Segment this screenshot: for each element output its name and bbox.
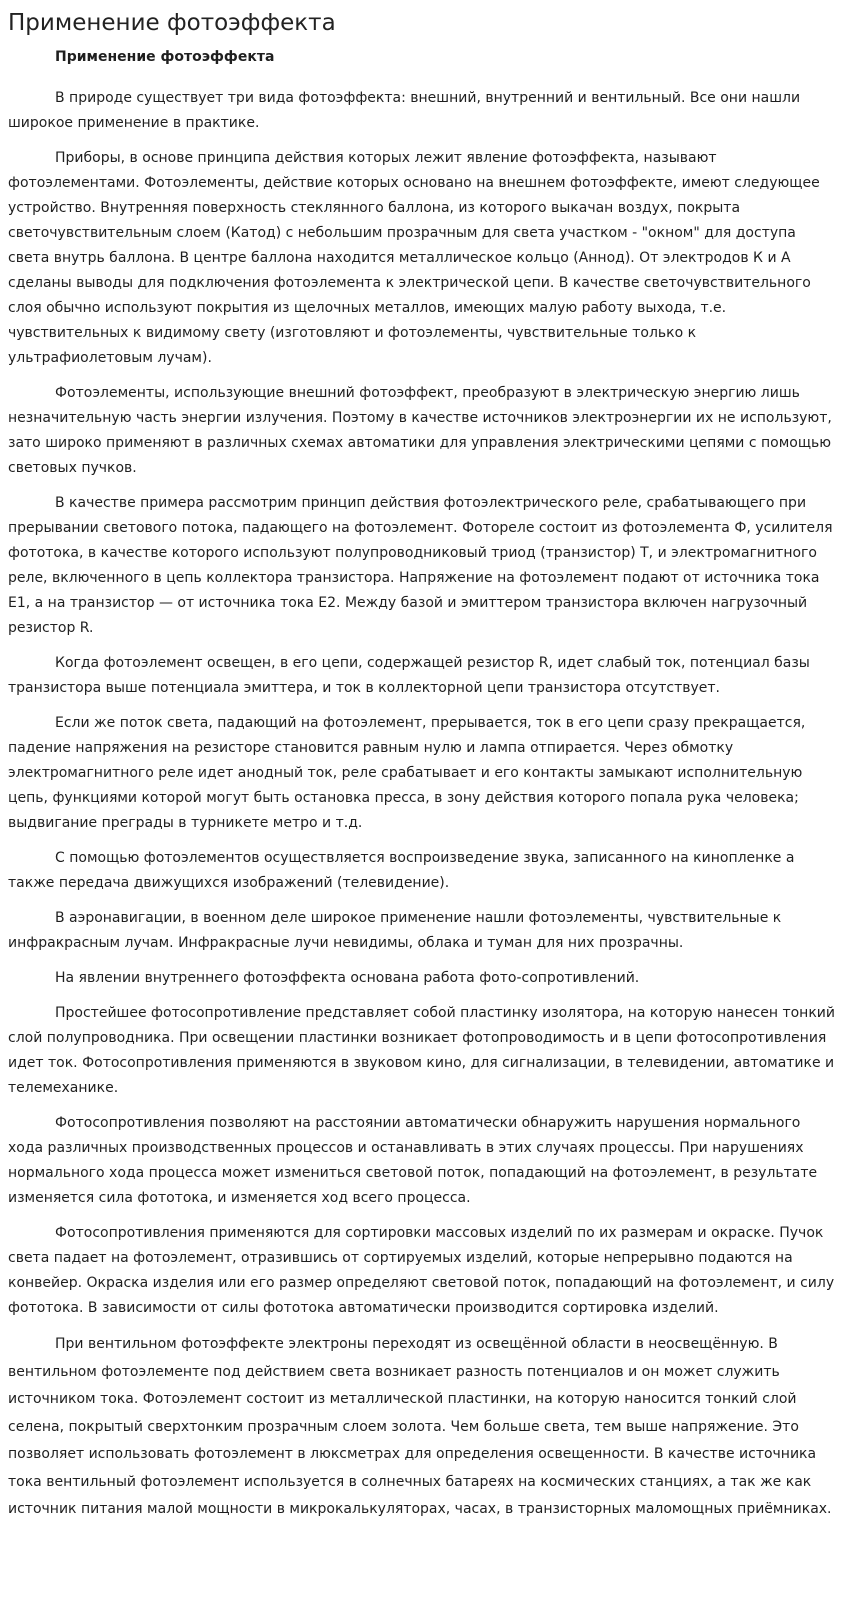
- section-heading: Применение фотоэффекта: [55, 49, 275, 65]
- paragraph-5: Когда фотоэлемент освещен, в его цепи, содержащей резистор R, идет слабый ток, потенциал базы транзистора выше потенциала эмиттера, и ток в коллекторной цепи транзистора отсутствует.: [8, 655, 810, 696]
- paragraph-11: Фотосопротивления позволяют на расстоянии автоматически обнаружить нарушения нормального хода различных производственных процессов и останавливать в этих случаях процессы. При нарушениях нормального хода процесса может измениться световой поток, попадающий на фотоэлемент, в результате изменяется сила фототока, и изменяется ход всего процесса.: [8, 1115, 818, 1206]
- paragraph-13: При вентильном фотоэффекте электроны переходят из освещённой области в неосвещённую. В вентильном фотоэлементе под действием света возникает разность потенциалов и он может служить источником тока. Фотоэлемент состоит из металлической пластинки, на которую наносится тонкий слой селена, покрытый сверхтонким прозрачным слоем золота. Чем больше света, тем выше напряжение. Это позволяет использовать фотоэлемент в люксметрах для определения освещенности. В качестве источника тока вентильный фотоэлемент используется в солнечных батареях на космических станциях, а так же как источник питания малой мощности в микрокалькуляторах, часах, в транзисторных маломощных приёмниках.: [8, 1336, 832, 1517]
- paragraph-6: Если же поток света, падающий на фотоэлемент, прерывается, ток в его цепи сразу прекращается, падение напряжения на резисторе становится равным нулю и лампа отпирается. Через обмотку электромагнитного реле идет анодный ток, реле срабатывает и его контакты замыкают исполнительную цепь, функциями которой могут быть остановка пресса, в зону действия которого попала рука человека; выдвигание преграды в турникете метро и т.д.: [8, 715, 806, 831]
- paragraph-7: С помощью фотоэлементов осуществляется воспроизведение звука, записанного на кинопленке а также передача движущихся изображений (телевидение).: [8, 850, 795, 891]
- paragraph-1: В природе существует три вида фотоэффекта: внешний, внутренний и вентильный. Все они нашли широкое применение в практике.: [8, 90, 801, 131]
- page-title: Применение фотоэффекта: [8, 10, 336, 36]
- paragraph-8: В аэронавигации, в военном деле широкое применение нашли фотоэлементы, чувствительные к инфракрасным лучам. Инфракрасные лучи невидимы, облака и туман для них прозрачны.: [8, 910, 782, 951]
- paragraph-3: Фотоэлементы, использующие внешний фотоэффект, преобразуют в электрическую энергию лишь незначительную часть энергии излучения. Поэтому в качестве источников электроэнергии их не используют, зато широко применяют в различных схемах автоматики для управления электрическими цепями с помощью световых пучков.: [8, 385, 832, 476]
- paragraph-10: Простейшее фотосопротивление представляет собой пластинку изолятора, на которую нанесен тонкий слой полупроводника. При освещении пластинки возникает фотопроводимость и в цепи фотосопротивления идет ток. Фотосопротивления применяются в звуковом кино, для сигнализации, в телевидении, автоматике и телемеханике.: [8, 1005, 835, 1096]
- paragraph-9: На явлении внутреннего фотоэффекта основана работа фото-сопротивлений.: [55, 970, 640, 986]
- paragraph-2: Приборы, в основе принципа действия которых лежит явление фотоэффекта, называют фотоэлементами. Фотоэлементы, действие которых основано на внешнем фотоэффекте, имеют следующее устройство. Внутренняя поверхность стеклянного баллона, из которого выкачан воздух, покрыта светочувствительным слоем (Катод) с небольшим прозрачным для света участком - "окном" для доступа света внутрь баллона. В центре баллона находится металлическое кольцо (Аннод). От электродов К и А сделаны выводы для подключения фотоэлемента к электрической цепи. В качестве светочувствительного слоя обычно используют покрытия из щелочных металлов, имеющих малую работу выхода, т.е. чувствительных к видимому свету (изготовляют и фотоэлементы, чувствительные только к ультрафиолетовым лучам).: [8, 150, 820, 366]
- paragraph-4: В качестве примера рассмотрим принцип действия фотоэлектрического реле, срабатывающего при прерывании светового потока, падающего на фотоэлемент. Фотореле состоит из фотоэлемента Ф, усилителя фототока, в качестве которого используют полупроводниковый триод (транзистор) Т, и электромагнитного реле, включенного в цепь коллектора транзистора. Напряжение на фотоэлемент подают от источника тока Е1, а на транзистор — от источника тока Е2. Между базой и эмиттером транзистора включен нагрузочный резистор R.: [8, 495, 833, 636]
- paragraph-12: Фотосопротивления применяются для сортировки массовых изделий по их размерам и окраске. Пучок света падает на фотоэлемент, отразившись от сортируемых изделий, которые непрерывно подаются на конвейер. Окраска изделия или его размер определяют световой поток, попадающий на фотоэлемент, и силу фототока. В зависимости от силы фототока автоматически производится сортировка изделий.: [8, 1225, 835, 1316]
